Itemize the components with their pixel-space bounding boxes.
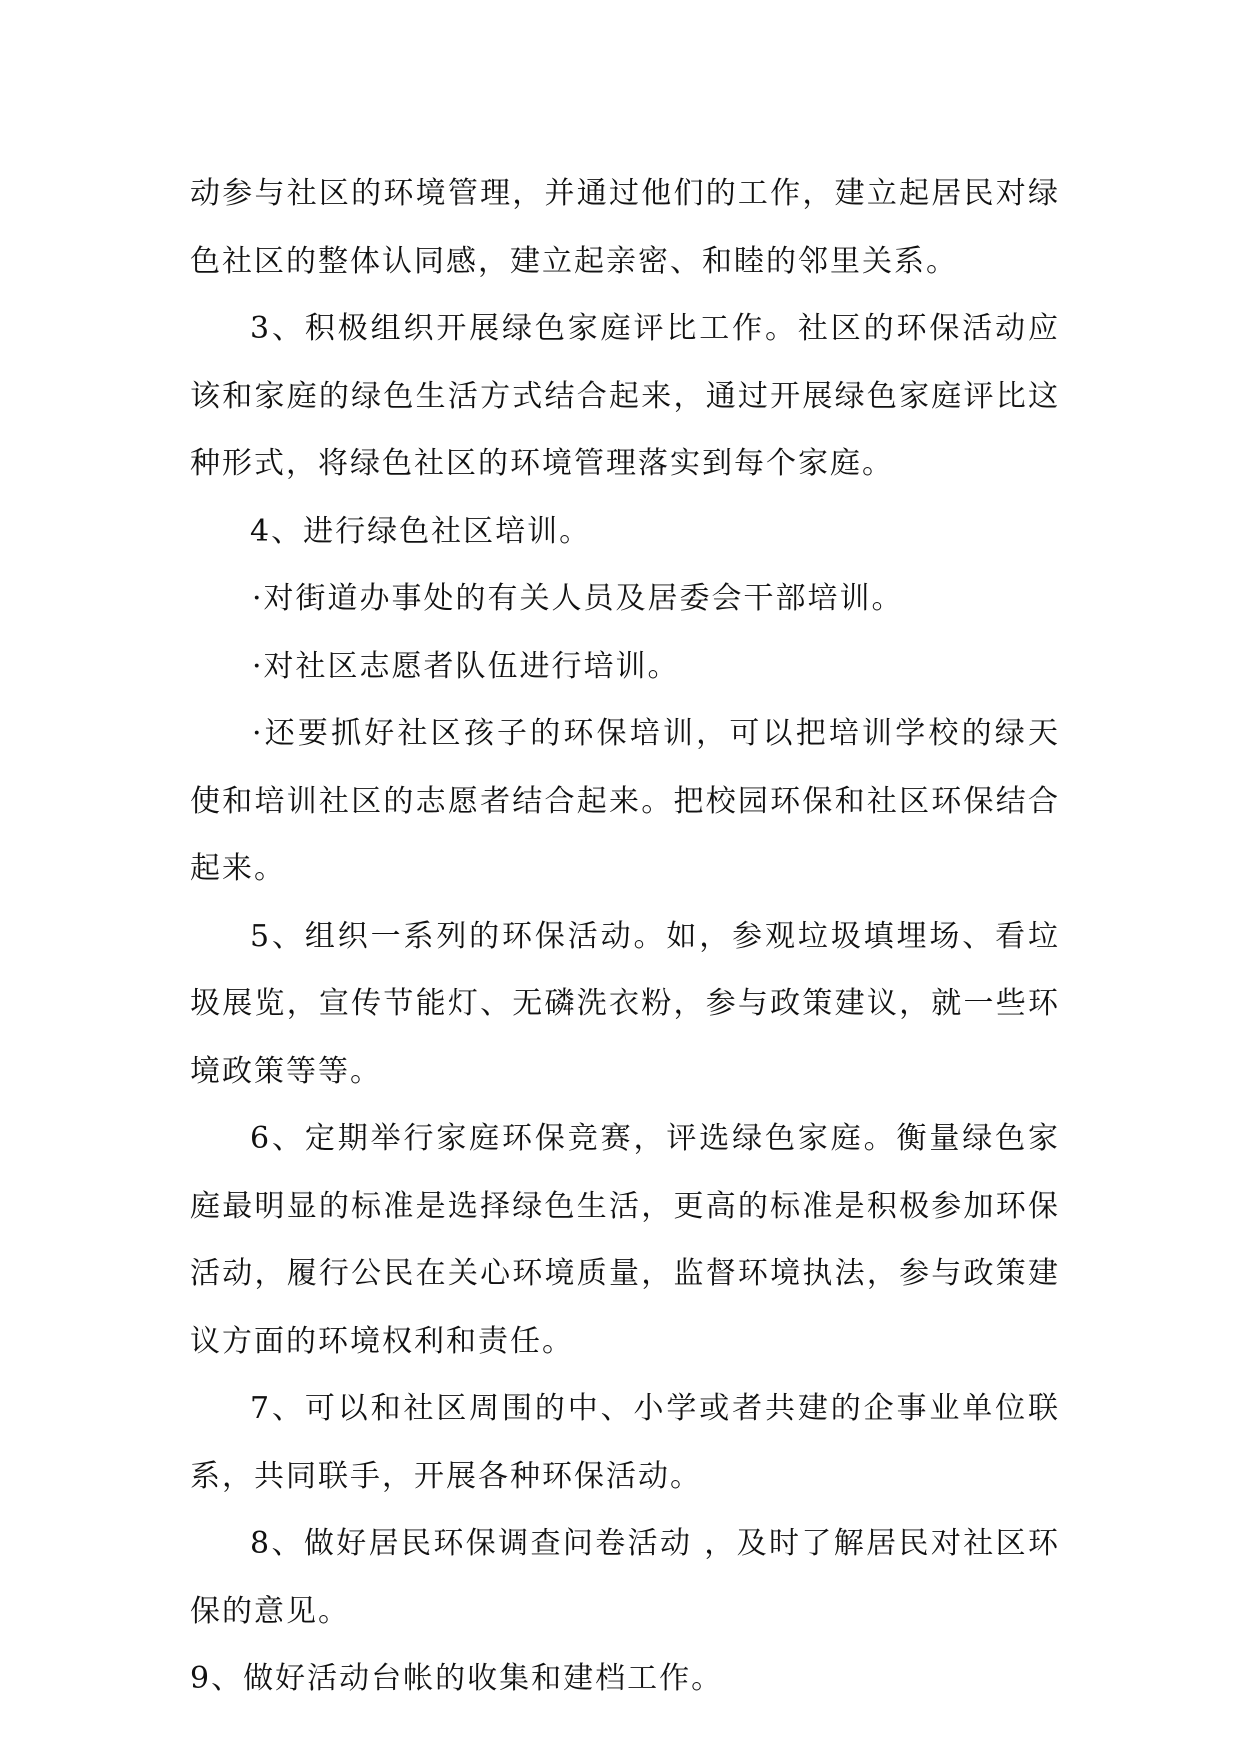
paragraph-item-9: 9、做好活动台帐的收集和建档工作。 (190, 1661, 724, 1696)
paragraph-item-8: 8、做好居民环保调查问卷活动 ，及时了解居民对社区环保的意见。 (190, 1526, 1060, 1629)
paragraph-item-3: 3、积极组织开展绿色家庭评比工作。社区的环保活动应该和家庭的绿色生活方式结合起来，通过开展绿色家庭评比这种形式，将绿色社区的环境管理落实到每个家庭。 (190, 311, 1060, 481)
bullet-item-children-training: ·还要抓好社区孩子的环保培训，可以把培训学校的绿天使和培训社区的志愿者结合起来。把校园环保和社区环保结合起来。 (190, 716, 1060, 886)
document-body (190, 160, 1060, 1713)
bullet-item-street-office-training: ·对街道办事处的有关人员及居委会干部培训。 (252, 581, 904, 616)
paragraph-item-5: 5、组织一系列的环保活动。如，参观垃圾填埋场、看垃圾展览，宣传节能灯、无磷洗衣粉，参与政策建议，就一些环境政策等等。 (190, 918, 1060, 1089)
bullet-item-volunteer-training: ·对社区志愿者队伍进行培训。 (252, 648, 680, 684)
paragraph-continuation: 动参与社区的环境管理，并通过他们的工作，建立起居民对绿色社区的整体认同感，建立起亲密、和睦的邻里关系。 (190, 176, 1060, 279)
paragraph-item-6: 6、定期举行家庭环保竞赛，评选绿色家庭。衡量绿色家庭最明显的标准是选择绿色生活，更高的标准是积极参加环保活动，履行公民在关心环境质量，监督环境执法，参与政策建议方面的环境权利和责任。 (190, 1121, 1060, 1359)
paragraph-item-7: 7、可以和社区周围的中、小学或者共建的企事业单位联系，共同联手，开展各种环保活动。 (190, 1391, 1060, 1494)
paragraph-item-4: 4、进行绿色社区培训。 (250, 513, 592, 549)
